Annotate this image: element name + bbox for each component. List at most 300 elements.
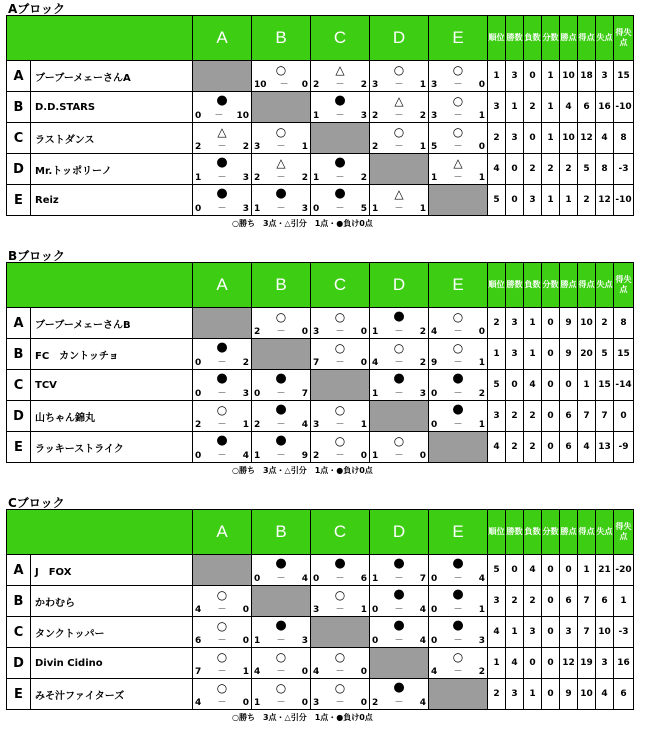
- win-mark-icon: ○: [334, 341, 346, 355]
- score-dash: －: [394, 358, 404, 368]
- match-result-cell: [370, 679, 429, 710]
- goals-for: 0: [372, 605, 379, 615]
- team-row: [7, 555, 634, 586]
- stat-value: 8: [614, 123, 634, 154]
- goals-for: 2: [372, 698, 379, 708]
- match-score: [372, 451, 426, 461]
- win-mark-icon: ○: [275, 310, 287, 324]
- goals-against: 0: [360, 451, 367, 461]
- match-result-cell: [252, 308, 311, 339]
- win-mark-icon: ○: [275, 63, 287, 77]
- match-score: [254, 204, 308, 214]
- column-header: C: [311, 263, 370, 308]
- goals-against: 0: [360, 358, 367, 368]
- standings-table: [6, 509, 634, 710]
- goals-against: 1: [478, 111, 485, 121]
- block-title: Cブロック: [8, 496, 65, 510]
- stat-header: 失点: [596, 263, 614, 308]
- team-row: [7, 679, 634, 710]
- match-result-cell: [193, 123, 252, 154]
- goals-against: 3: [301, 636, 308, 646]
- goals-against: 1: [419, 80, 426, 90]
- score-dash: －: [335, 420, 345, 430]
- block-title: Bブロック: [8, 249, 65, 263]
- loss-mark-icon: ●: [393, 680, 405, 695]
- score-dash: －: [394, 574, 404, 584]
- match-result-cell: [252, 648, 311, 679]
- match-result-cell: [311, 432, 370, 463]
- score-dash: －: [217, 358, 227, 368]
- match-result-cell: [193, 586, 252, 617]
- match-result-cell: [429, 401, 488, 432]
- goals-for: 1: [254, 636, 261, 646]
- goals-for: 2: [372, 142, 379, 152]
- stat-value: 2: [524, 401, 542, 432]
- stat-value: 5: [596, 339, 614, 370]
- win-mark-icon: ○: [275, 125, 287, 139]
- win-mark-icon: ○: [334, 434, 346, 448]
- match-result-cell: [311, 61, 370, 92]
- match-result-cell: [429, 92, 488, 123]
- stat-header: 得失点: [614, 263, 634, 308]
- goals-for: 1: [254, 451, 261, 461]
- match-result-cell: [429, 555, 488, 586]
- stat-header: 分数: [542, 263, 560, 308]
- stat-value: 3: [506, 679, 524, 710]
- match-score: [372, 111, 426, 121]
- row-label: A: [7, 308, 31, 339]
- team-row: [7, 185, 634, 216]
- goals-against: 0: [242, 698, 249, 708]
- stat-value: 4: [488, 617, 506, 648]
- score-dash: －: [276, 574, 286, 584]
- goals-against: 9: [301, 451, 308, 461]
- stat-value: 1: [542, 185, 560, 216]
- match-result-cell: [252, 617, 311, 648]
- goals-for: 0: [431, 605, 438, 615]
- match-score: [372, 80, 426, 90]
- score-dash: －: [276, 667, 286, 677]
- stat-value: 1: [560, 185, 578, 216]
- score-dash: －: [217, 667, 227, 677]
- stat-value: 2: [560, 154, 578, 185]
- match-score: [313, 80, 367, 90]
- match-score: [313, 327, 367, 337]
- column-header: D: [370, 510, 429, 555]
- stat-header: 勝点: [560, 263, 578, 308]
- goals-against: 0: [360, 698, 367, 708]
- stat-header: 分数: [542, 510, 560, 555]
- match-result-cell: [311, 586, 370, 617]
- stat-value: 0: [542, 308, 560, 339]
- row-label: E: [7, 679, 31, 710]
- loss-mark-icon: ●: [275, 402, 287, 417]
- team-row: [7, 92, 634, 123]
- draw-mark-icon: △: [453, 156, 463, 170]
- match-result-cell: [193, 185, 252, 216]
- goals-for: 3: [313, 605, 320, 615]
- loss-mark-icon: ●: [216, 155, 228, 170]
- goals-for: 1: [195, 173, 202, 183]
- goals-against: 0: [242, 605, 249, 615]
- score-dash: －: [453, 142, 463, 152]
- stat-value: 12: [578, 123, 596, 154]
- match-result-cell: [193, 617, 252, 648]
- score-dash: －: [453, 173, 463, 183]
- stat-value: 6: [560, 432, 578, 463]
- win-mark-icon: ○: [216, 588, 228, 602]
- goals-against: 1: [419, 142, 426, 152]
- match-result-cell: [370, 61, 429, 92]
- self-match-cell: [193, 61, 252, 92]
- score-dash: －: [217, 142, 227, 152]
- row-label: A: [7, 61, 31, 92]
- goals-against: 0: [478, 142, 485, 152]
- self-match-cell: [252, 92, 311, 123]
- goals-against: 1: [301, 142, 308, 152]
- legend: ○勝ち 3点・△引分 1点・●負け0点: [232, 219, 373, 228]
- row-label: B: [7, 92, 31, 123]
- goals-for: 0: [195, 204, 202, 214]
- team-row: [7, 308, 634, 339]
- row-label: B: [7, 586, 31, 617]
- stat-value: -10: [614, 185, 634, 216]
- goals-against: 4: [301, 574, 308, 584]
- self-match-cell: [252, 586, 311, 617]
- stat-header: 得失点: [614, 16, 634, 61]
- match-result-cell: [311, 92, 370, 123]
- stat-value: 19: [578, 648, 596, 679]
- match-score: [313, 451, 367, 461]
- match-score: [254, 420, 308, 430]
- goals-against: 1: [478, 173, 485, 183]
- goals-against: 6: [360, 574, 367, 584]
- loss-mark-icon: ●: [393, 587, 405, 602]
- stat-value: 0: [542, 617, 560, 648]
- goals-against: 0: [242, 636, 249, 646]
- match-result-cell: [429, 154, 488, 185]
- win-mark-icon: ○: [452, 341, 464, 355]
- stat-header: 得失点: [614, 510, 634, 555]
- stat-value: 1: [524, 308, 542, 339]
- score-dash: －: [335, 605, 345, 615]
- column-header: D: [370, 263, 429, 308]
- goals-against: 2: [478, 389, 485, 399]
- goals-against: 2: [242, 142, 249, 152]
- stat-value: 1: [524, 339, 542, 370]
- loss-mark-icon: ●: [216, 93, 228, 108]
- stat-value: 6: [560, 586, 578, 617]
- goals-against: 2: [301, 173, 308, 183]
- team-name: 山ちゃん錦丸: [31, 401, 193, 432]
- goals-for: 1: [372, 451, 379, 461]
- match-score: [254, 636, 308, 646]
- row-label: E: [7, 185, 31, 216]
- team-name: ラストダンス: [31, 123, 193, 154]
- stat-value: 3: [488, 92, 506, 123]
- goals-against: 10: [236, 111, 249, 121]
- stat-value: 2: [506, 586, 524, 617]
- goals-for: 0: [195, 358, 202, 368]
- match-score: [313, 574, 367, 584]
- match-score: [254, 80, 308, 90]
- stat-value: 0: [506, 185, 524, 216]
- self-match-cell: [311, 370, 370, 401]
- score-dash: －: [276, 420, 286, 430]
- loss-mark-icon: ●: [334, 186, 346, 201]
- stat-header: 勝数: [506, 263, 524, 308]
- stat-value: 0: [560, 370, 578, 401]
- win-mark-icon: ○: [334, 681, 346, 695]
- goals-against: 1: [419, 204, 426, 214]
- stat-value: -14: [614, 370, 634, 401]
- goals-against: 0: [360, 327, 367, 337]
- team-row: [7, 401, 634, 432]
- score-dash: －: [394, 389, 404, 399]
- match-result-cell: [252, 679, 311, 710]
- match-score: [431, 80, 485, 90]
- score-dash: －: [453, 358, 463, 368]
- stat-value: 3: [488, 401, 506, 432]
- score-dash: －: [276, 698, 286, 708]
- match-score: [195, 204, 249, 214]
- stat-value: 3: [596, 648, 614, 679]
- row-label: B: [7, 339, 31, 370]
- match-result-cell: [193, 339, 252, 370]
- match-result-cell: [311, 339, 370, 370]
- column-header: E: [429, 16, 488, 61]
- goals-for: 2: [313, 80, 320, 90]
- score-dash: －: [217, 451, 227, 461]
- stat-value: 1: [488, 339, 506, 370]
- match-score: [195, 142, 249, 152]
- row-label: E: [7, 432, 31, 463]
- goals-for: 4: [195, 605, 202, 615]
- goals-against: 4: [478, 574, 485, 584]
- match-score: [313, 358, 367, 368]
- stat-value: 1: [542, 92, 560, 123]
- goals-against: 3: [242, 389, 249, 399]
- match-score: [254, 667, 308, 677]
- stat-value: 1: [578, 555, 596, 586]
- stat-value: 10: [578, 679, 596, 710]
- goals-against: 1: [360, 420, 367, 430]
- goals-against: 0: [301, 80, 308, 90]
- goals-for: 2: [195, 142, 202, 152]
- match-score: [372, 389, 426, 399]
- team-name: FC カントッチョ: [31, 339, 193, 370]
- match-score: [431, 605, 485, 615]
- team-name: D.D.STARS: [31, 92, 193, 123]
- stat-header: 勝点: [560, 16, 578, 61]
- stat-value: 13: [596, 432, 614, 463]
- team-row: [7, 339, 634, 370]
- win-mark-icon: ○: [334, 310, 346, 324]
- block-title: Aブロック: [8, 2, 66, 16]
- score-dash: －: [335, 80, 345, 90]
- match-score: [431, 667, 485, 677]
- stat-value: 10: [560, 61, 578, 92]
- score-dash: －: [394, 204, 404, 214]
- stat-value: 5: [488, 370, 506, 401]
- match-result-cell: [429, 648, 488, 679]
- goals-for: 3: [313, 327, 320, 337]
- match-score: [431, 111, 485, 121]
- header-corner: [7, 510, 193, 555]
- goals-against: 2: [360, 173, 367, 183]
- match-result-cell: [252, 123, 311, 154]
- stat-value: 1: [542, 123, 560, 154]
- team-name: TCV: [31, 370, 193, 401]
- goals-against: 0: [301, 327, 308, 337]
- legend: ○勝ち 3点・△引分 1点・●負け0点: [232, 466, 373, 475]
- row-label: A: [7, 555, 31, 586]
- stat-value: 15: [614, 61, 634, 92]
- stat-header: 順位: [488, 263, 506, 308]
- goals-for: 2: [195, 420, 202, 430]
- row-label: D: [7, 401, 31, 432]
- stat-value: 0: [542, 370, 560, 401]
- stat-value: 4: [524, 555, 542, 586]
- team-name: タンクトッパー: [31, 617, 193, 648]
- header-corner: [7, 16, 193, 61]
- loss-mark-icon: ●: [275, 186, 287, 201]
- self-match-cell: [193, 308, 252, 339]
- stat-value: 2: [524, 432, 542, 463]
- team-name: ブーブーメェーさんB: [31, 308, 193, 339]
- draw-mark-icon: △: [335, 63, 345, 77]
- column-header: E: [429, 510, 488, 555]
- match-score: [195, 111, 249, 121]
- stat-value: 4: [524, 370, 542, 401]
- score-dash: －: [279, 80, 289, 90]
- win-mark-icon: ○: [452, 94, 464, 108]
- goals-for: 0: [372, 636, 379, 646]
- match-result-cell: [311, 308, 370, 339]
- match-score: [313, 173, 367, 183]
- goals-for: 0: [431, 389, 438, 399]
- score-dash: －: [276, 636, 286, 646]
- column-header: D: [370, 16, 429, 61]
- goals-for: 6: [195, 636, 202, 646]
- loss-mark-icon: ●: [452, 371, 464, 386]
- self-match-cell: [252, 339, 311, 370]
- stat-header: 得点: [578, 16, 596, 61]
- match-score: [254, 142, 308, 152]
- match-score: [195, 420, 249, 430]
- match-result-cell: [193, 648, 252, 679]
- stat-value: 18: [578, 61, 596, 92]
- row-label: C: [7, 617, 31, 648]
- score-dash: －: [453, 636, 463, 646]
- goals-against: 3: [301, 204, 308, 214]
- score-dash: －: [217, 636, 227, 646]
- self-match-cell: [370, 154, 429, 185]
- win-mark-icon: ○: [334, 588, 346, 602]
- match-score: [195, 173, 249, 183]
- stat-value: 0: [506, 154, 524, 185]
- goals-for: 3: [431, 111, 438, 121]
- stat-value: 4: [506, 648, 524, 679]
- team-name: ラッキーストライク: [31, 432, 193, 463]
- goals-for: 0: [313, 204, 320, 214]
- team-row: [7, 586, 634, 617]
- score-dash: －: [394, 636, 404, 646]
- goals-for: 2: [313, 451, 320, 461]
- match-score: [431, 327, 485, 337]
- stat-value: 0: [542, 648, 560, 679]
- goals-against: 4: [419, 698, 426, 708]
- goals-for: 3: [372, 80, 379, 90]
- win-mark-icon: ○: [393, 434, 405, 448]
- match-result-cell: [252, 432, 311, 463]
- match-score: [195, 451, 249, 461]
- draw-mark-icon: △: [394, 187, 404, 201]
- match-score: [254, 389, 308, 399]
- match-score: [195, 358, 249, 368]
- goals-against: 3: [419, 389, 426, 399]
- match-result-cell: [429, 617, 488, 648]
- goals-against: 0: [478, 327, 485, 337]
- goals-against: 4: [242, 451, 249, 461]
- match-result-cell: [429, 586, 488, 617]
- loss-mark-icon: ●: [216, 186, 228, 201]
- stat-value: 1: [506, 92, 524, 123]
- stat-header: 失点: [596, 510, 614, 555]
- stat-value: 0: [506, 555, 524, 586]
- loss-mark-icon: ●: [216, 371, 228, 386]
- match-result-cell: [193, 432, 252, 463]
- match-result-cell: [370, 339, 429, 370]
- goals-against: 1: [478, 420, 485, 430]
- score-dash: －: [453, 389, 463, 399]
- goals-against: 2: [419, 111, 426, 121]
- stat-value: 0: [542, 401, 560, 432]
- stat-value: 10: [596, 617, 614, 648]
- stat-value: 1: [614, 586, 634, 617]
- self-match-cell: [429, 432, 488, 463]
- stat-value: 2: [524, 586, 542, 617]
- stat-value: 6: [596, 586, 614, 617]
- goals-for: 4: [372, 358, 379, 368]
- header-row: [7, 263, 634, 308]
- win-mark-icon: ○: [393, 125, 405, 139]
- stat-value: 3: [506, 123, 524, 154]
- goals-against: 3: [360, 111, 367, 121]
- win-mark-icon: ○: [452, 125, 464, 139]
- loss-mark-icon: ●: [334, 155, 346, 170]
- win-mark-icon: ○: [334, 650, 346, 664]
- match-score: [313, 605, 367, 615]
- match-result-cell: [429, 123, 488, 154]
- row-label: D: [7, 154, 31, 185]
- match-result-cell: [370, 432, 429, 463]
- goals-for: 7: [195, 667, 202, 677]
- match-score: [372, 204, 426, 214]
- stat-value: 0: [524, 61, 542, 92]
- goals-for: 4: [431, 327, 438, 337]
- score-dash: －: [394, 327, 404, 337]
- win-mark-icon: ○: [216, 619, 228, 633]
- stat-value: 6: [578, 92, 596, 123]
- match-result-cell: [193, 679, 252, 710]
- stat-value: 10: [560, 123, 578, 154]
- match-result-cell: [193, 154, 252, 185]
- match-result-cell: [252, 185, 311, 216]
- stat-value: 6: [614, 679, 634, 710]
- match-score: [195, 636, 249, 646]
- self-match-cell: [311, 617, 370, 648]
